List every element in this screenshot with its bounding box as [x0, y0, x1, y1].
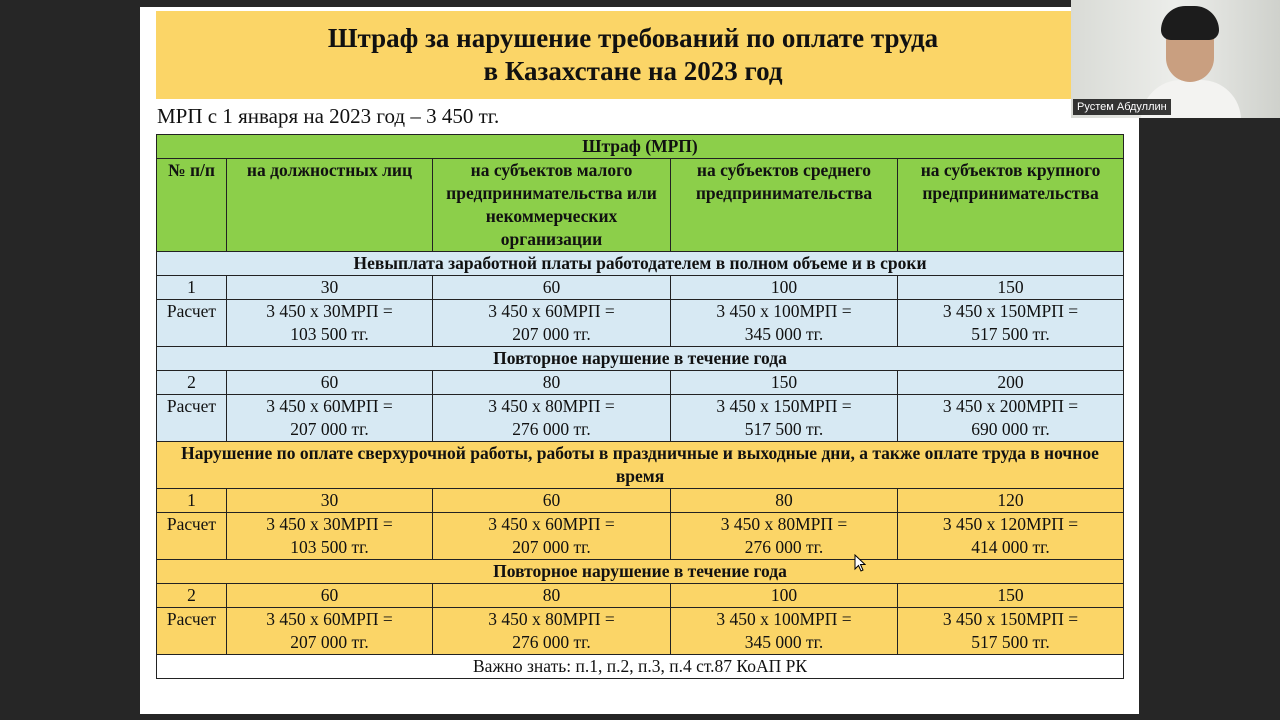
calc-formula: 3 450 х 30МРП =: [266, 514, 393, 534]
calc-formula: 3 450 х 150МРП =: [942, 609, 1079, 629]
calc-formula: 3 450 х 60МРП =: [488, 514, 615, 534]
calc-medium: [671, 513, 898, 560]
calc-medium: [671, 395, 898, 442]
column-header-medium: на субъектов среднего предпринимательства: [671, 159, 898, 252]
calc-officials: [227, 513, 433, 560]
calc-result: 207 000 тг.: [512, 537, 591, 557]
calc-result: 345 000 тг.: [744, 324, 824, 344]
calc-result: 207 000 тг.: [290, 632, 369, 652]
section-title: Повторное нарушение в течение года: [157, 347, 1124, 371]
table-row: [157, 276, 1124, 300]
calc-formula: 3 450 х 60МРП =: [266, 609, 393, 629]
calc-result: 276 000 тг.: [512, 419, 591, 439]
section-title: Невыплата заработной платы работодателем в полном объеме и в сроки: [157, 252, 1124, 276]
section-title-row: [157, 442, 1124, 489]
value-officials: 60: [227, 584, 433, 608]
calc-formula: 3 450 х 100МРП =: [716, 609, 852, 629]
footer-note: Важно знать: п.1, п.2, п.3, п.4 ст.87 КоАП РК: [157, 655, 1124, 679]
section-title: Нарушение по оплате сверхурочной работы, работы в праздничные и выходные дни, а также оплате труда в ночное время: [157, 442, 1124, 489]
calc-result: 276 000 тг.: [744, 537, 824, 557]
table-row: [157, 489, 1124, 513]
calc-result: 103 500 тг.: [290, 324, 369, 344]
value-large: 150: [898, 276, 1124, 300]
column-header-large: на субъектов крупного предпринимательства: [898, 159, 1124, 252]
calc-small: [433, 300, 671, 347]
calc-result: 276 000 тг.: [512, 632, 591, 652]
value-medium: 80: [671, 489, 898, 513]
calc-formula: 3 450 х 200МРП =: [942, 396, 1079, 416]
calc-large: [898, 513, 1124, 560]
table-row-calc: [157, 395, 1124, 442]
fines-table: [156, 134, 1124, 679]
value-officials: 30: [227, 276, 433, 300]
participant-hair: [1161, 6, 1219, 40]
value-large: 150: [898, 584, 1124, 608]
column-header-num: № п/п: [157, 159, 227, 252]
calc-label: Расчет: [157, 395, 227, 442]
value-large: 120: [898, 489, 1124, 513]
calc-label: Расчет: [157, 300, 227, 347]
calc-formula: 3 450 х 120МРП =: [942, 514, 1079, 534]
calc-large: [898, 608, 1124, 655]
calc-medium: [671, 300, 898, 347]
value-small: 60: [433, 489, 671, 513]
slide-title: [156, 11, 1110, 99]
value-small: 60: [433, 276, 671, 300]
group-header-cell: Штраф (МРП): [157, 135, 1124, 159]
calc-result: 103 500 тг.: [290, 537, 369, 557]
row-num: 1: [157, 276, 227, 300]
calc-formula: 3 450 х 150МРП =: [716, 396, 852, 416]
calc-formula: 3 450 х 60МРП =: [488, 301, 615, 321]
value-medium: 100: [671, 584, 898, 608]
calc-small: [433, 395, 671, 442]
table-row: [157, 371, 1124, 395]
calc-result: 414 000 тг.: [971, 537, 1050, 557]
value-large: 200: [898, 371, 1124, 395]
section-title-row: [157, 252, 1124, 276]
calc-formula: 3 450 х 80МРП =: [488, 609, 615, 629]
value-medium: 100: [671, 276, 898, 300]
table-footer-row: [157, 655, 1124, 679]
calc-formula: 3 450 х 150МРП =: [942, 301, 1079, 321]
table-group-header-row: [157, 135, 1124, 159]
calc-label: Расчет: [157, 513, 227, 560]
calc-large: [898, 395, 1124, 442]
calc-result: 207 000 тг.: [290, 419, 369, 439]
column-header-small: на субъектов малого предпринимательства или некоммерческих организации: [433, 159, 671, 252]
calc-small: [433, 608, 671, 655]
table-row-calc: [157, 608, 1124, 655]
table-row: [157, 584, 1124, 608]
calc-small: [433, 513, 671, 560]
slide-title-line-2: в Казахстане на 2023 год: [483, 56, 783, 86]
mrp-note: МРП с 1 января на 2023 год – 3 450 тг.: [157, 104, 500, 128]
calc-result: 517 500 тг.: [971, 632, 1050, 652]
calc-formula: 3 450 х 100МРП =: [716, 301, 852, 321]
row-num: 1: [157, 489, 227, 513]
section-title-row: [157, 347, 1124, 371]
calc-result: 517 500 тг.: [971, 324, 1050, 344]
table-column-header-row: [157, 159, 1124, 252]
webcam-video-tile[interactable]: [1071, 0, 1280, 118]
calc-formula: 3 450 х 80МРП =: [488, 396, 615, 416]
value-small: 80: [433, 371, 671, 395]
calc-formula: 3 450 х 30МРП =: [266, 301, 393, 321]
mouse-cursor-icon: [854, 554, 866, 572]
participant-name-label: Рустем Абдуллин: [1073, 99, 1171, 115]
value-small: 80: [433, 584, 671, 608]
calc-officials: [227, 300, 433, 347]
table-row-calc: [157, 513, 1124, 560]
value-officials: 30: [227, 489, 433, 513]
value-officials: 60: [227, 371, 433, 395]
calc-result: 207 000 тг.: [512, 324, 591, 344]
slide-title-line-1: Штраф за нарушение требований по оплате труда: [327, 23, 939, 53]
calc-result: 517 500 тг.: [744, 419, 824, 439]
calc-label: Расчет: [157, 608, 227, 655]
calc-officials: [227, 395, 433, 442]
calc-result: 690 000 тг.: [971, 419, 1050, 439]
table-row-calc: [157, 300, 1124, 347]
column-header-officials: на должностных лиц: [227, 159, 433, 252]
calc-officials: [227, 608, 433, 655]
section-title-row: [157, 560, 1124, 584]
calc-large: [898, 300, 1124, 347]
presentation-slide: [140, 7, 1139, 714]
calc-medium: [671, 608, 898, 655]
calc-formula: 3 450 х 80МРП =: [720, 514, 848, 534]
calc-formula: 3 450 х 60МРП =: [266, 396, 393, 416]
row-num: 2: [157, 371, 227, 395]
section-title: Повторное нарушение в течение года: [157, 560, 1124, 584]
row-num: 2: [157, 584, 227, 608]
value-medium: 150: [671, 371, 898, 395]
calc-result: 345 000 тг.: [744, 632, 824, 652]
